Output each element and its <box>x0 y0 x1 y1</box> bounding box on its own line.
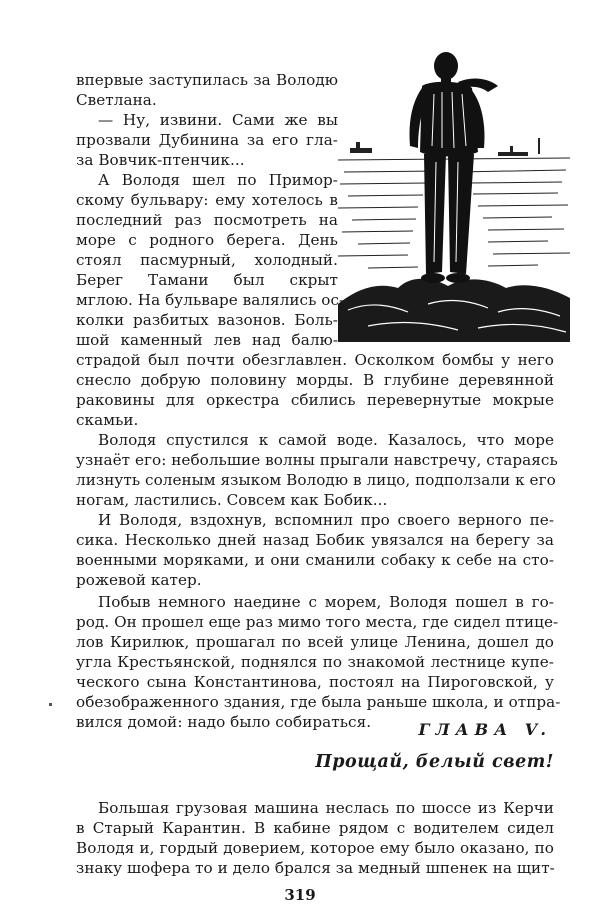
text-line: вился домой: надо было собираться. <box>76 713 372 731</box>
text-line: обезображенного здания, где была раньше школа, и отпра- <box>76 693 561 711</box>
text-line: прозвали Дубинина за его гла- <box>76 131 338 149</box>
text-line: за Вовчик-птенчик... <box>76 151 245 169</box>
text-line: скому бульвару: ему хотелось в <box>76 191 338 209</box>
text-line: А Володя шел по Примор- <box>98 171 338 189</box>
text-line: в Старый Карантин. В кабине рядом с водителем сидел <box>76 819 554 837</box>
text-line: море с родного берега. День <box>76 231 338 249</box>
text-line: снесло добрую половину морды. В глубине деревянной <box>76 371 554 389</box>
text-line: рожевой катер. <box>76 571 202 589</box>
page-number: 319 <box>284 886 316 904</box>
print-mark <box>49 703 52 706</box>
text-line: военными моряками, и они сманили собаку к себе на сто- <box>76 551 554 569</box>
text-line: Большая грузовая машина неслась по шоссе из Керчи <box>98 799 554 817</box>
chapter-title: Прощай, белый свет! <box>315 752 554 772</box>
text-line: впервые заступилась за Володю <box>76 71 338 89</box>
text-line: колки разбитых вазонов. Боль- <box>76 311 338 329</box>
chapter-number: ГЛАВА V. <box>418 720 552 739</box>
text-line: Володя спустился к самой воде. Казалось, что море <box>98 431 554 449</box>
text-line: ногам, ластились. Совсем как Бобик... <box>76 491 388 509</box>
text-line: Светлана. <box>76 91 157 109</box>
text-line: сика. Несколько дней назад Бобик увязался на берегу за <box>76 531 554 549</box>
text-line: Берег Тамани был скрыт <box>76 271 338 289</box>
text-line: лов Кирилюк, прошагал по всей улице Ленина, дошел до <box>76 633 554 651</box>
text-line: узнаёт его: небольшие волны прыгали навстречу, стараясь <box>76 451 558 469</box>
text-line: — Ну, извини. Сами же вы <box>98 111 338 129</box>
text-line: И Володя, вздохнув, вспомнил про своего верного пе- <box>98 511 554 529</box>
text-line: угла Крестьянской, поднялся по знакомой лестнице купе- <box>76 653 554 671</box>
text-line: знаку шофера то и дело брался за медный шпенек на щит- <box>76 859 555 877</box>
text-line: лизнуть соленым языком Володю в лицо, подползали к его <box>76 471 556 489</box>
text-line: страдой был почти обезглавлен. Осколком бомбы у него <box>76 351 554 369</box>
text-line: Володя и, гордый доверием, которое ему было оказано, по <box>76 839 554 857</box>
text-line: стоял пасмурный, холодный. <box>76 251 338 269</box>
text-line: шой каменный лев над балю- <box>76 331 338 349</box>
text-line: скамьи. <box>76 411 139 429</box>
text-line: мглою. На бульваре валялись ос- <box>76 291 345 309</box>
text-line: род. Он прошел еще раз мимо того места, где сидел птице- <box>76 613 559 631</box>
text-line: последний раз посмотреть на <box>76 211 338 229</box>
text-line: Побыв немного наедине с морем, Володя пошел в го- <box>98 593 554 611</box>
boy-at-sea-illustration <box>338 42 570 342</box>
text-line: раковины для оркестра сбились перевернутые мокрые <box>76 391 554 409</box>
text-line: ческого сына Константинова, постоял на Пироговской, у <box>76 673 554 691</box>
